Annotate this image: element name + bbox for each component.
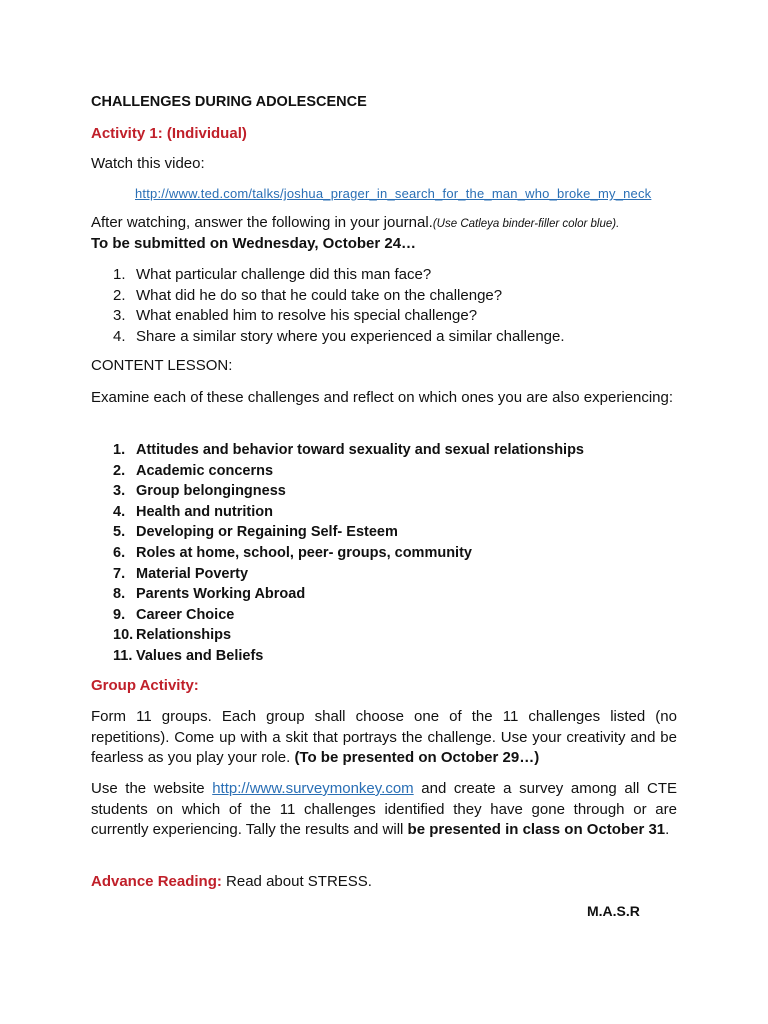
challenge-9: Career Choice — [136, 606, 235, 623]
skit-deadline: (To be presented on October 29…) — [294, 749, 540, 766]
challenges-list — [91, 440, 584, 667]
survey-text-start: Use the website — [91, 780, 213, 797]
challenge-6: Roles at home, school, peer- groups, community — [136, 544, 472, 561]
question-2: What did he do so that he could take on the challenge? — [136, 286, 503, 304]
challenge-2: Academic concerns — [136, 462, 274, 479]
list-item: 9. Career Choice — [113, 606, 235, 623]
journal-note: (Use Catleya binder-filler color blue). — [432, 218, 620, 230]
challenge-8: Parents Working Abroad — [136, 586, 306, 603]
list-item: 8. Parents Working Abroad — [113, 586, 306, 603]
after-watching-text — [91, 214, 619, 231]
skit-instructions: Form 11 groups. Each group shall choose one of the 11 challenges listed (no repetitions). Come up with a skit that portrays the challenge. Use your creativity and be fearless as you play your role. — [91, 708, 677, 766]
group-activity-paragraph-1 — [91, 707, 677, 769]
list-item: 5. Developing or Regaining Self- Esteem — [113, 524, 398, 541]
question-4: Share a similar story where you experienced a similar challenge. — [136, 327, 565, 345]
watch-instruction: Watch this video: — [91, 155, 205, 172]
video-link[interactable]: http://www.ted.com/talks/joshua_prager_in_search_for_the_man_who_broke_my_neck — [135, 186, 652, 201]
signature-initials: M.A.S.R — [587, 903, 640, 919]
challenge-11: Values and Beliefs — [136, 647, 264, 664]
survey-deadline: be presented in class on October 31 — [407, 821, 666, 838]
challenge-1: Attitudes and behavior toward sexuality and sexual relationships — [136, 442, 584, 458]
group-activity-heading: Group Activity: — [91, 677, 199, 694]
list-item: 1. What particular challenge did this man face? — [113, 266, 432, 283]
submission-deadline: To be submitted on Wednesday, October 24… — [91, 235, 417, 252]
advance-reading-label: Advance Reading: — [91, 873, 222, 890]
advance-reading — [91, 873, 372, 890]
list-item: 10. Relationships — [113, 627, 232, 644]
question-list — [91, 265, 565, 347]
group-activity-paragraph-2 — [91, 779, 677, 841]
list-item: 2. What did he do so that he could take on the challenge? — [113, 286, 503, 304]
challenge-3: Group belongingness — [136, 483, 286, 500]
question-1: What particular challenge did this man face? — [136, 266, 432, 283]
surveymonkey-link[interactable]: http://www.surveymonkey.com — [212, 780, 414, 797]
challenge-7: Material Poverty — [136, 565, 249, 582]
question-3: What enabled him to resolve his special challenge? — [136, 307, 478, 324]
list-item: 3. Group belongingness — [113, 483, 286, 500]
challenge-5: Developing or Regaining Self- Esteem — [136, 524, 398, 541]
after-watching-label: After watching, answer the following in your journal. — [91, 214, 433, 231]
challenge-4: Health and nutrition — [136, 503, 273, 520]
list-item: 4. Health and nutrition — [113, 503, 273, 520]
content-lesson-heading: CONTENT LESSON: — [91, 357, 233, 374]
survey-text-end: . — [665, 821, 670, 838]
challenge-10: Relationships — [136, 627, 232, 644]
list-item: 6. Roles at home, school, peer- groups, community — [113, 544, 472, 561]
list-item: 1. Attitudes and behavior toward sexuality and sexual relationships — [113, 442, 584, 458]
list-item: 3. What enabled him to resolve his special challenge? — [113, 307, 478, 324]
advance-reading-text: Read about STRESS. — [221, 873, 372, 890]
survey-text-middle: and create a survey among all CTE students on which of the 11 challenges identified they have gone through or are currently experiencing. Tally the results and will — [91, 780, 677, 838]
list-item: 11. Values and Beliefs — [113, 647, 264, 664]
document-title: CHALLENGES DURING ADOLESCENCE — [91, 94, 367, 110]
list-item: 7. Material Poverty — [113, 565, 249, 582]
list-item: 4. Share a similar story where you experienced a similar challenge. — [113, 327, 565, 345]
content-lesson-intro: Examine each of these challenges and reflect on which ones you are also experiencing: — [91, 389, 674, 406]
list-item: 2. Academic concerns — [113, 462, 274, 479]
activity1-heading: Activity 1: (Individual) — [91, 125, 247, 142]
